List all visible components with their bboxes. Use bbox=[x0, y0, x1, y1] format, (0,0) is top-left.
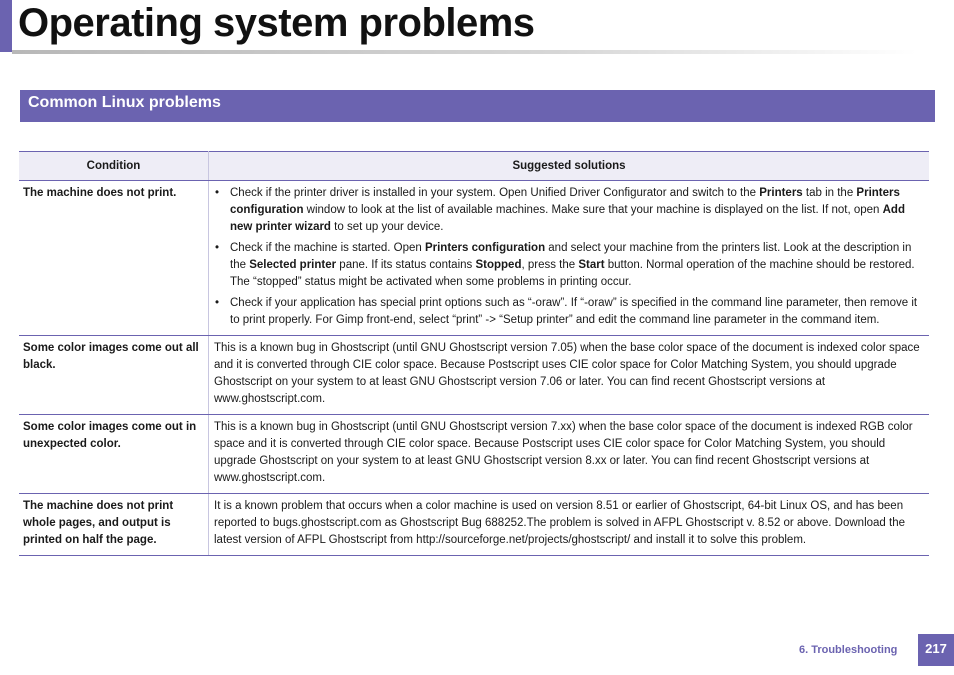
footer-chapter-label: 6. Troubleshooting bbox=[799, 644, 898, 656]
solution-cell bbox=[209, 181, 930, 336]
table-row bbox=[19, 494, 929, 556]
condition-cell: The machine does not print. bbox=[19, 181, 209, 336]
section-title: Common Linux problems bbox=[28, 94, 221, 111]
solution-cell: It is a known problem that occurs when a color machine is used on version 8.51 or earlier of Ghostscript, 64-bit Linux OS, and has been reported to bugs.ghostscript.com as Ghostscript Bug 688252.The problem is solved in AFPL Ghostscript v. 8.52 or above. Download the latest version of AFPL Ghostscript from http://sourceforge.net/projects/ghostscript/ and install it to solve this problem. bbox=[209, 494, 930, 556]
table-row bbox=[19, 336, 929, 415]
problems-table bbox=[19, 151, 929, 556]
title-accent-bar bbox=[0, 0, 12, 52]
solution-bullet: • Check if the machine is started. Open Printers configuration and select your machine from the printers list. Look at the description in the Selected printer pane. If its status contains Stopped, press the Start button. Normal operation of the machine should be restored. The “stopped” status might be activated when some problems in printing occur. bbox=[214, 240, 923, 291]
solution-bullet: • Check if your application has special print options such as “-oraw”. If “-oraw” is specified in the command line parameter, then remove it to print properly. For Gimp front-end, select “print” -> “Setup printer” and edit the command line parameter in the command item. bbox=[214, 295, 923, 329]
solution-list bbox=[214, 185, 923, 329]
condition-cell: Some color images come out in unexpected color. bbox=[19, 415, 209, 494]
title-underline bbox=[12, 50, 917, 54]
page-title: Operating system problems bbox=[18, 1, 535, 45]
table-header-row bbox=[19, 152, 929, 181]
solution-cell: This is a known bug in Ghostscript (until GNU Ghostscript version 7.05) when the base color space of the document is indexed color space and it is converted through CIE color space. Because Postscript uses CIE color space for Color Matching System, you should upgrade Ghostscript on your system to at least GNU Ghostscript version 7.06 or later. You can find recent Ghostscript versions at www.ghostscript.com. bbox=[209, 336, 930, 415]
solutions-header: Suggested solutions bbox=[209, 152, 930, 181]
condition-cell: The machine does not print whole pages, and output is printed on half the page. bbox=[19, 494, 209, 556]
condition-cell: Some color images come out all black. bbox=[19, 336, 209, 415]
solution-bullet: • Check if the printer driver is installed in your system. Open Unified Driver Configurator and switch to the Printers tab in the Printers configuration window to look at the list of available machines. Make sure that your machine is displayed on the list. If not, open Add new printer wizard to set up your device. bbox=[214, 185, 923, 236]
table-row bbox=[19, 415, 929, 494]
page-number: 217 bbox=[918, 634, 954, 666]
table-row bbox=[19, 181, 929, 336]
solution-cell: This is a known bug in Ghostscript (until GNU Ghostscript version 7.xx) when the base color space of the document is indexed RGB color space and it is converted through CIE color space. Because Postscript uses CIE color space for Color Matching System, you should upgrade Ghostscript on your system to at least GNU Ghostscript version 8.xx or later. You can find recent Ghostscript versions at www.ghostscript.com. bbox=[209, 415, 930, 494]
section-header bbox=[20, 90, 935, 122]
condition-header: Condition bbox=[19, 152, 209, 181]
